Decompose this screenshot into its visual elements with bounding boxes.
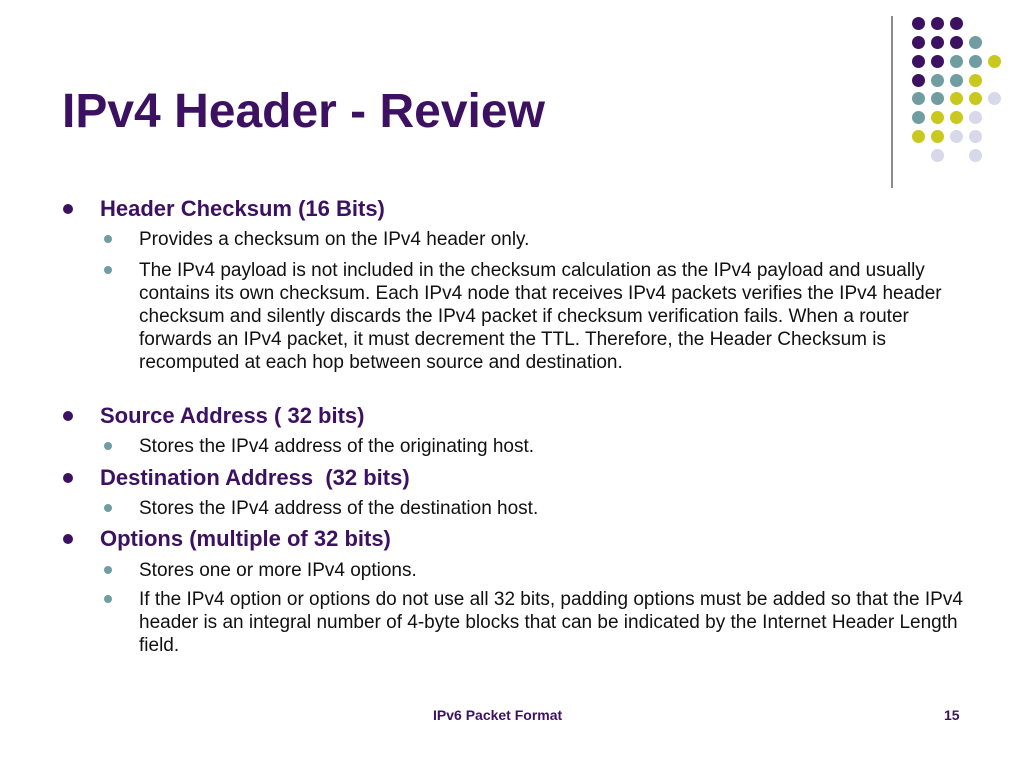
page-number: 15 — [944, 707, 960, 723]
sub-bullet-item — [139, 259, 969, 374]
footer-title: IPv6 Packet Format — [433, 707, 563, 723]
bullet-item — [100, 403, 364, 429]
bullet-icon — [63, 534, 73, 544]
bullet-item — [100, 465, 410, 491]
sub-bullet-icon — [104, 504, 112, 512]
bullet-item — [100, 526, 391, 552]
sub-bullet-icon — [104, 442, 112, 450]
sub-bullet-item — [139, 588, 969, 657]
sub-bullet-text: If the IPv4 option or options do not use all 32 bits, padding options must be added so that the IPv4 header is an integral number of 4-byte blocks that can be indicated by the Internet Header Length field. — [139, 589, 963, 656]
sub-bullet-text: Stores the IPv4 address of the destination host. — [139, 498, 539, 519]
sub-bullet-item — [139, 228, 969, 251]
sub-bullet-icon — [104, 235, 112, 243]
sub-bullet-item — [139, 435, 969, 458]
bullet-icon — [63, 411, 73, 421]
slide-title: IPv4 Header - Review — [62, 85, 545, 138]
sub-bullet-text: The IPv4 payload is not included in the checksum calculation as the IPv4 payload and usually contains its own checksum. Each IPv4 node that receives IPv4 packets verifies the IPv4 header checksum and silently discards the IPv4 packet if checksum verification fails. When a router forwards an IPv4 packet, it must decrement the TTL. Therefore, the Header Checksum is recomputed at each hop between source and destination. — [139, 260, 942, 373]
bullet-item — [100, 196, 385, 222]
bullet-label: Options (multiple of 32 bits) — [100, 526, 391, 551]
sub-bullet-text: Provides a checksum on the IPv4 header only. — [139, 229, 530, 250]
bullet-icon — [63, 204, 73, 214]
bullet-icon — [63, 473, 73, 483]
sub-bullet-icon — [104, 266, 112, 274]
bullet-label: Destination Address (32 bits) — [100, 465, 410, 490]
bullet-label: Source Address ( 32 bits) — [100, 403, 365, 428]
sub-bullet-item — [139, 559, 969, 582]
sub-bullet-text: Stores the IPv4 address of the originating host. — [139, 436, 535, 457]
sub-bullet-icon — [104, 566, 112, 574]
bullet-label: Header Checksum (16 Bits) — [100, 196, 385, 221]
sub-bullet-text: Stores one or more IPv4 options. — [139, 560, 417, 581]
sub-bullet-icon — [104, 595, 112, 603]
sub-bullet-item — [139, 497, 969, 520]
